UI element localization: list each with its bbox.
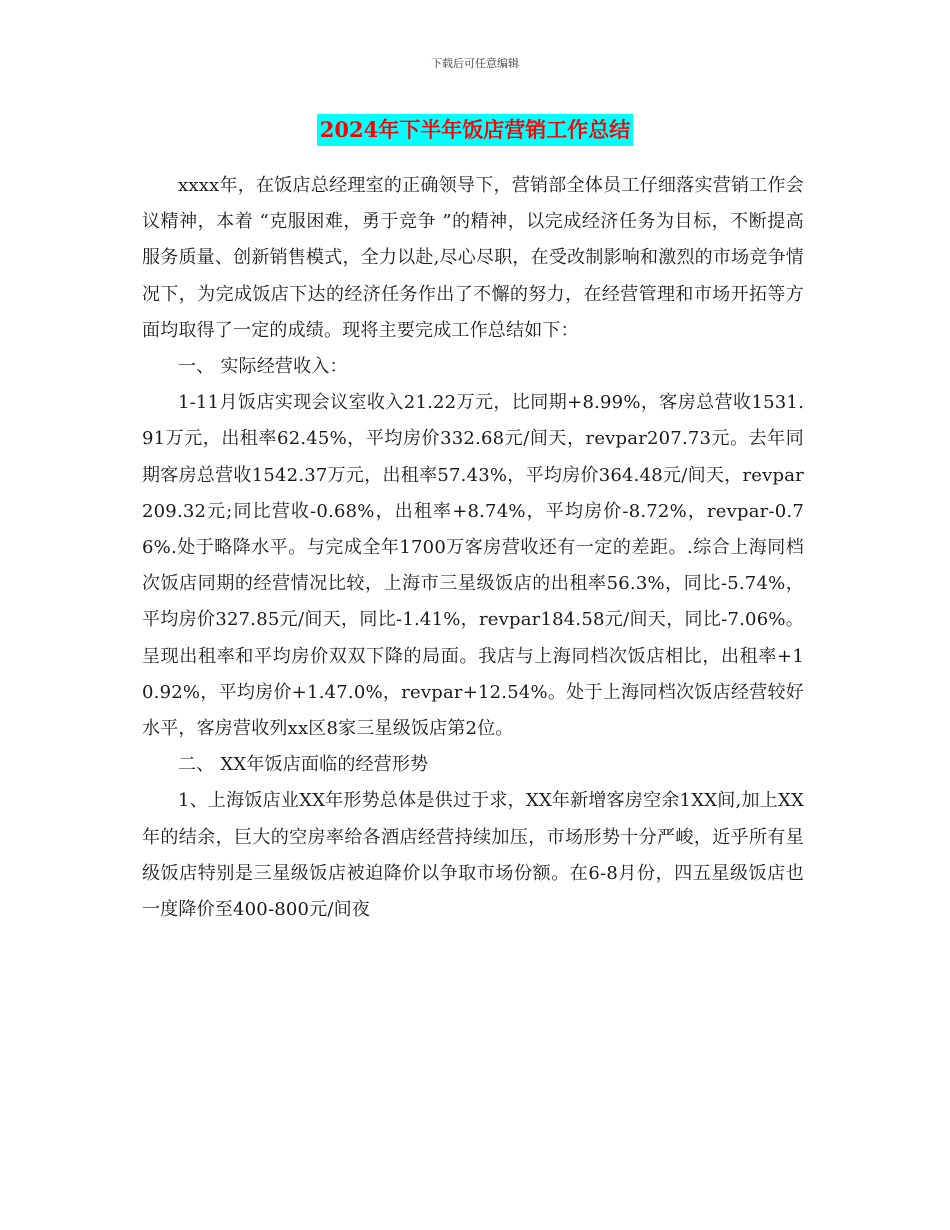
document-title: 2024年下半年饭店营销工作总结 — [317, 114, 633, 146]
title-container — [0, 114, 950, 146]
section-heading-2: 二、 XX年饭店面临的经营形势 — [178, 754, 429, 776]
paragraph-market: 1、上海饭店业XX年形势总体是供过于求，XX年新增客房空余1XX间,加上XX年的结余，巨大的空房率给各酒店经营持续加压，市场形势十分严峻，近乎所有星级饭店特别是三星级饭店被迫降价以争取市场份额。在6-8月份，四五星级饭店也一度降价至400-800元/间夜 — [142, 790, 804, 921]
paragraph-revenue: 1-11月饭店实现会议室收入21.22万元，比同期+8.99%，客房总营收1531.91万元，出租率62.45%，平均房价332.68元/间天，revpar207.73元。去年同期客房总营收1542.37万元，出租率57.43%，平均房价364.48元/间天，revpar209.32元;同比营收-0.68%，出租率+8.74%，平均房价-8.72%，revpar-0.76%.处于略降水平。与完成全年1700万客房营收还有一定的差距。.综合上海同档次饭店同期的经营情况比较，上海市三星级饭店的出租率56.3%，同比-5.74%，平均房价327.85元/间天，同比-1.41%，revpar184.58元/间天，同比-7.06%。呈现出租率和平均房价双双下降的局面。我店与上海同档次饭店相比，出租率+10.92%，平均房价+1.47.0%，revpar+12.54%。处于上海同档次饭店经营较好水平，客房营收列xx区8家三星级饭店第2位。 — [142, 392, 804, 740]
document-body — [142, 168, 804, 928]
paragraph-intro: xxxx年，在饭店总经理室的正确领导下，营销部全体员工仔细落实营销工作会议精神，本着 “克服困难，勇于竞争 ”的精神，以完成经济任务为目标，不断提高服务质量、创新销售模式，全力以赴,尽心尽职，在受改制影响和激烈的市场竞争情况下，为完成饭店下达的经济任务作出了不懈的努力，在经营管理和市场开拓等方面均取得了一定的成绩。现将主要完成工作总结如下： — [142, 175, 804, 341]
header-note: 下载后可任意编辑 — [431, 57, 519, 70]
section-heading-1: 一、 实际经营收入： — [178, 356, 348, 378]
